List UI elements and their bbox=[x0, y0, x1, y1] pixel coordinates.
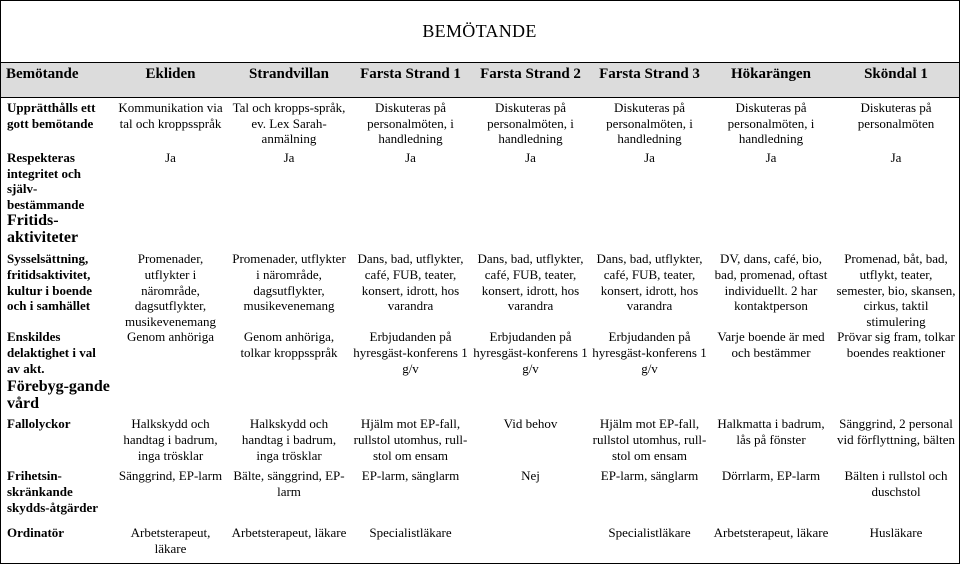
table-cell: Erbjudanden på hyresgäst-konferens 1 g/v bbox=[353, 329, 468, 376]
page-title: BEMÖTANDE bbox=[1, 1, 958, 62]
column-header-hokarangen: Hökarängen bbox=[709, 63, 833, 98]
table-row bbox=[1, 329, 959, 378]
section-heading: Förebyg-gande vård bbox=[7, 378, 110, 413]
column-header-ekliden: Ekliden bbox=[113, 63, 228, 98]
table-cell: Dans, bad, utflykter, café, FUB, teater, konsert, idrott, hos varandra bbox=[357, 251, 464, 314]
table-cell: Diskuteras på personalmöten, i handledning bbox=[606, 100, 693, 147]
table-cell bbox=[471, 525, 590, 556]
row-label: Fallolyckor bbox=[7, 416, 71, 432]
table-cell: Dans, bad, utflykter, café, FUB, teater, konsert, idrott, hos varandra bbox=[477, 251, 584, 314]
table-cell: Promenader, utflykter i närområde, dagsutflykter, musikevenemang bbox=[125, 251, 216, 329]
header-row bbox=[1, 63, 959, 98]
table-cell: Sänggrind, EP-larm bbox=[118, 468, 223, 484]
column-header-farsta-strand-2: Farsta Strand 2 bbox=[471, 63, 590, 98]
row-label: Respekteras integritet och själv-bestämmande bbox=[7, 150, 85, 212]
table-row bbox=[1, 150, 959, 212]
column-header-skondal-1: Sköndal 1 bbox=[833, 63, 959, 98]
table-cell: Ja bbox=[405, 150, 416, 165]
table-cell: Diskuteras på personalmöten, i handledning bbox=[367, 100, 454, 147]
section-heading: Fritids-aktiviteter bbox=[7, 212, 79, 247]
comparison-table bbox=[1, 63, 959, 557]
table-cell: Ja bbox=[165, 150, 176, 165]
table-cell: Sänggrind, 2 personal vid förflyttning, bälten bbox=[836, 416, 956, 447]
table-cell: Dans, bad, utflykter, café, FUB, teater, konsert, idrott, hos varandra bbox=[596, 251, 703, 314]
section-row bbox=[1, 378, 959, 412]
table-cell: Tal och kropps-språk, ev. Lex Sarah-anmälning bbox=[232, 100, 346, 147]
table-cell: Varje boende är med och bestämmer bbox=[717, 329, 825, 360]
table-cell: Diskuteras på personalmöten, i handledning bbox=[727, 100, 815, 147]
table-cell: Arbetsterapeut, läkare bbox=[130, 525, 211, 556]
table-row bbox=[1, 412, 959, 468]
row-label: Frihetsin-skränkande skydds-åtgärder bbox=[7, 468, 99, 515]
table-cell: Promenader, utflykter i närområde, dagsutflykter, musikevenemang bbox=[232, 251, 346, 314]
table-cell: Specialistläkare bbox=[608, 525, 691, 541]
table-cell: Halkmatta i badrum, lås på fönster bbox=[717, 416, 825, 447]
table-cell: Hjälm mot EP-fall, rullstol utomhus, rull-stol om ensam bbox=[592, 416, 707, 463]
row-label: Enskildes delaktighet i val av akt. bbox=[7, 329, 96, 376]
table-cell: Arbetsterapeut, läkare bbox=[231, 525, 347, 541]
table-cell: Halkskydd och handtag i badrum, inga trösklar bbox=[123, 416, 218, 463]
table-cell: Arbetsterapeut, läkare bbox=[713, 525, 829, 541]
table-cell: Diskuteras på personalmöten, i handledning bbox=[487, 100, 574, 147]
section-row bbox=[1, 212, 959, 248]
table-cell: Halkskydd och handtag i badrum, inga trösklar bbox=[241, 416, 337, 463]
table-cell: Prövar sig fram, tolkar boendes reaktioner bbox=[837, 329, 955, 360]
table-cell: Ja bbox=[765, 150, 777, 165]
table-cell: Kommunikation via tal och kroppsspråk bbox=[118, 100, 223, 131]
column-header-farsta-strand-3: Farsta Strand 3 bbox=[590, 63, 709, 98]
table-cell: Hjälm mot EP-fall, rullstol utomhus, rull-stol om ensam bbox=[353, 416, 468, 463]
table-cell: Vid behov bbox=[503, 416, 558, 432]
table-cell: Ja bbox=[644, 150, 655, 165]
column-header-strandvillan: Strandvillan bbox=[228, 63, 350, 98]
column-header-bemotande: Bemötande bbox=[1, 63, 113, 98]
table-cell: Erbjudanden på hyresgäst-konferens 1 g/v bbox=[473, 329, 588, 376]
table-cell: Specialistläkare bbox=[369, 525, 452, 541]
table-cell: Diskuteras på personalmöten bbox=[857, 100, 935, 131]
table-cell: Dörrlarm, EP-larm bbox=[721, 468, 821, 484]
table-cell: Genom anhöriga, tolkar kroppsspråk bbox=[240, 329, 338, 360]
table-row bbox=[1, 468, 959, 525]
row-label: Sysselsättning, fritidsaktivitet, kultur i boende och i samhället bbox=[7, 251, 93, 314]
table-cell: Erbjudanden på hyresgäst-konferens 1 g/v bbox=[592, 329, 707, 376]
table-cell: Bälten i rullstol och duschstol bbox=[844, 468, 948, 499]
table-row bbox=[1, 248, 959, 329]
table-row bbox=[1, 525, 959, 556]
table-cell: Ja bbox=[525, 150, 536, 165]
table-cell: EP-larm, sänglarm bbox=[361, 468, 460, 484]
table-cell: Ja bbox=[890, 150, 902, 165]
table-row bbox=[1, 98, 959, 151]
table-cell: Husläkare bbox=[869, 525, 923, 541]
row-label: Ordinatör bbox=[7, 525, 65, 541]
table-cell: Ja bbox=[283, 150, 295, 165]
column-header-farsta-strand-1: Farsta Strand 1 bbox=[350, 63, 471, 98]
row-label: Upprätthålls ett gott bemötande bbox=[7, 100, 96, 131]
table-cell: DV, dans, café, bio, bad, promenad, oftast individuellt. 2 har kontaktperson bbox=[714, 251, 828, 314]
table-cell: EP-larm, sänglarm bbox=[600, 468, 699, 484]
table-cell: Nej bbox=[521, 468, 540, 484]
table-cell: Genom anhöriga bbox=[126, 329, 214, 345]
table-cell: Promenad, båt, bad, utflykt, teater, semester, bio, skansen, cirkus, taktil stimulering bbox=[836, 251, 956, 329]
table-cell: Bälte, sänggrind, EP-larm bbox=[233, 468, 345, 499]
